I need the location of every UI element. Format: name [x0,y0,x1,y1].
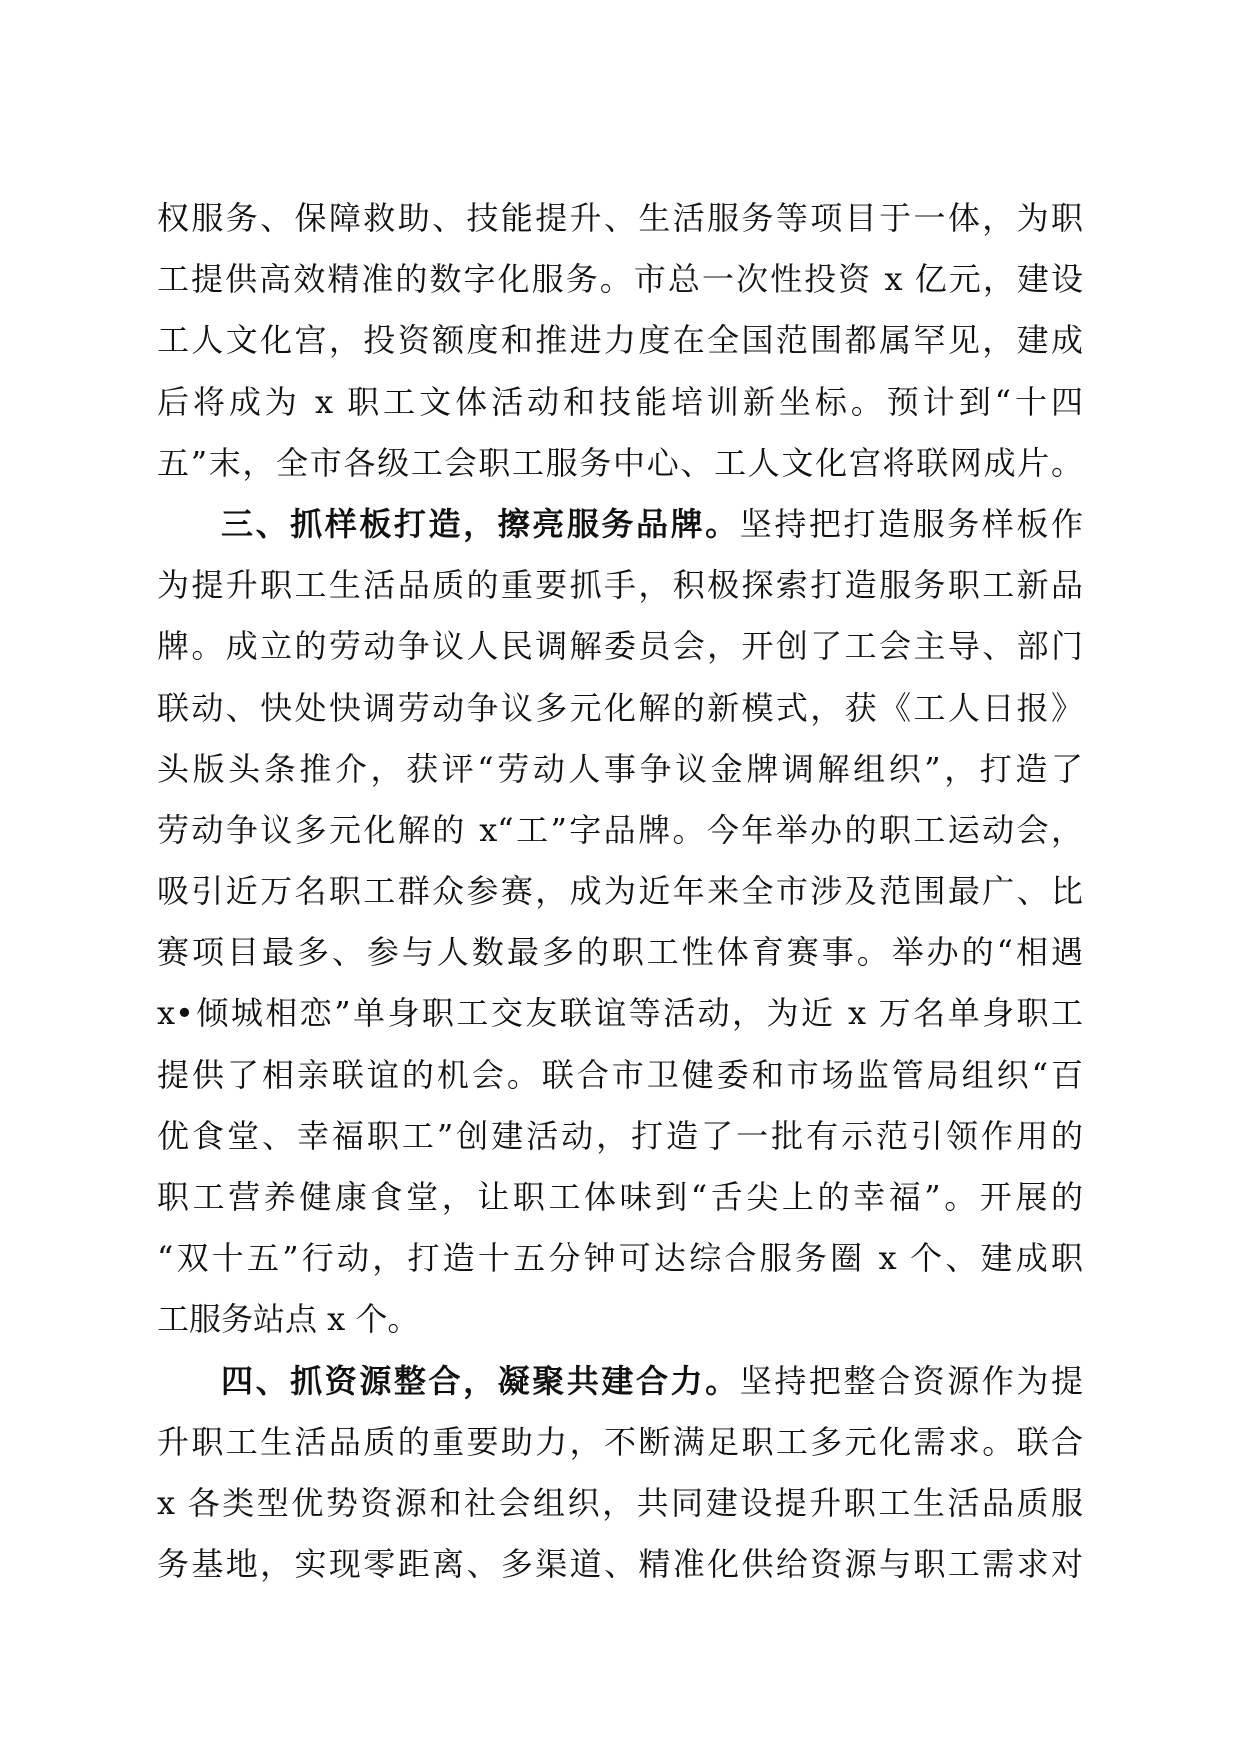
body-line: 权服务、保障救助、技能提升、生活服务等项目于一体，为职 [157,199,1083,237]
section-4-first-line [157,1351,1083,1412]
body-line: 务基地，实现零距离、多渠道、精准化供给资源与职工需求对 [157,1545,1083,1584]
body-line: 优食堂、幸福职工”创建活动，打造了一批有示范引领作用的 [157,1116,1083,1155]
section-3-first-line-text: 坚持把打造服务样板作 [739,504,1083,543]
body-line: 为提升职工生活品质的重要抓手，积极探索打造服务职工新品 [157,566,1083,605]
body-line: 联动、快处快调劳动争议多元化解的新模式，获《工人日报》 [157,688,1083,727]
section-3-first-line [157,494,1083,555]
body-line: 五”末，全市各级工会职工服务中心、工人文化宫将联网成片。 [157,443,1083,482]
body-line: 头版头条推介，获评“劳动人事争议金牌调解组织”，打造了 [157,749,1083,788]
document-body [157,188,1083,1595]
body-line: 工服务站点 x 个。 [157,1300,420,1339]
body-line: 后将成为 x 职工文体活动和技能培训新坐标。预计到“十四 [157,382,1083,421]
body-line: 工人文化宫，投资额度和推进力度在全国范围都属罕见，建成 [157,321,1083,360]
section-4-first-line-text: 坚持把整合资源作为提 [739,1361,1083,1400]
body-line: 劳动争议多元化解的 x“工”字品牌。今年举办的职工运动会， [157,810,1083,849]
body-line: x•倾城相恋”单身职工交友联谊等活动，为近 x 万名单身职工 [157,994,1083,1033]
body-line: 赛项目最多、参与人数最多的职工性体育赛事。举办的“相遇 [157,933,1083,972]
body-line: “双十五”行动，打造十五分钟可达综合服务圈 x 个、建成职 [157,1239,1083,1278]
body-line: 吸引近万名职工群众参赛，成为近年来全市涉及范围最广、比 [157,872,1083,911]
body-line: 牌。成立的劳动争议人民调解委员会，开创了工会主导、部门 [157,627,1083,666]
body-line: x 各类型优势资源和社会组织，共同建设提升职工生活品质服 [157,1483,1083,1522]
body-line: 提供了相亲联谊的机会。联合市卫健委和市场监管局组织“百 [157,1055,1083,1094]
section-4-heading: 四、抓资源整合，凝聚共建合力。 [221,1361,740,1400]
body-line: 升职工生活品质的重要助力，不断满足职工多元化需求。联合 [157,1422,1083,1461]
body-line: 职工营养健康食堂，让职工体味到“舌尖上的幸福”。开展的 [157,1178,1083,1216]
section-3-heading: 三、抓样板打造，擦亮服务品牌。 [221,504,740,543]
body-line: 工提供高效精准的数字化服务。市总一次性投资 x 亿元，建设 [157,260,1083,299]
